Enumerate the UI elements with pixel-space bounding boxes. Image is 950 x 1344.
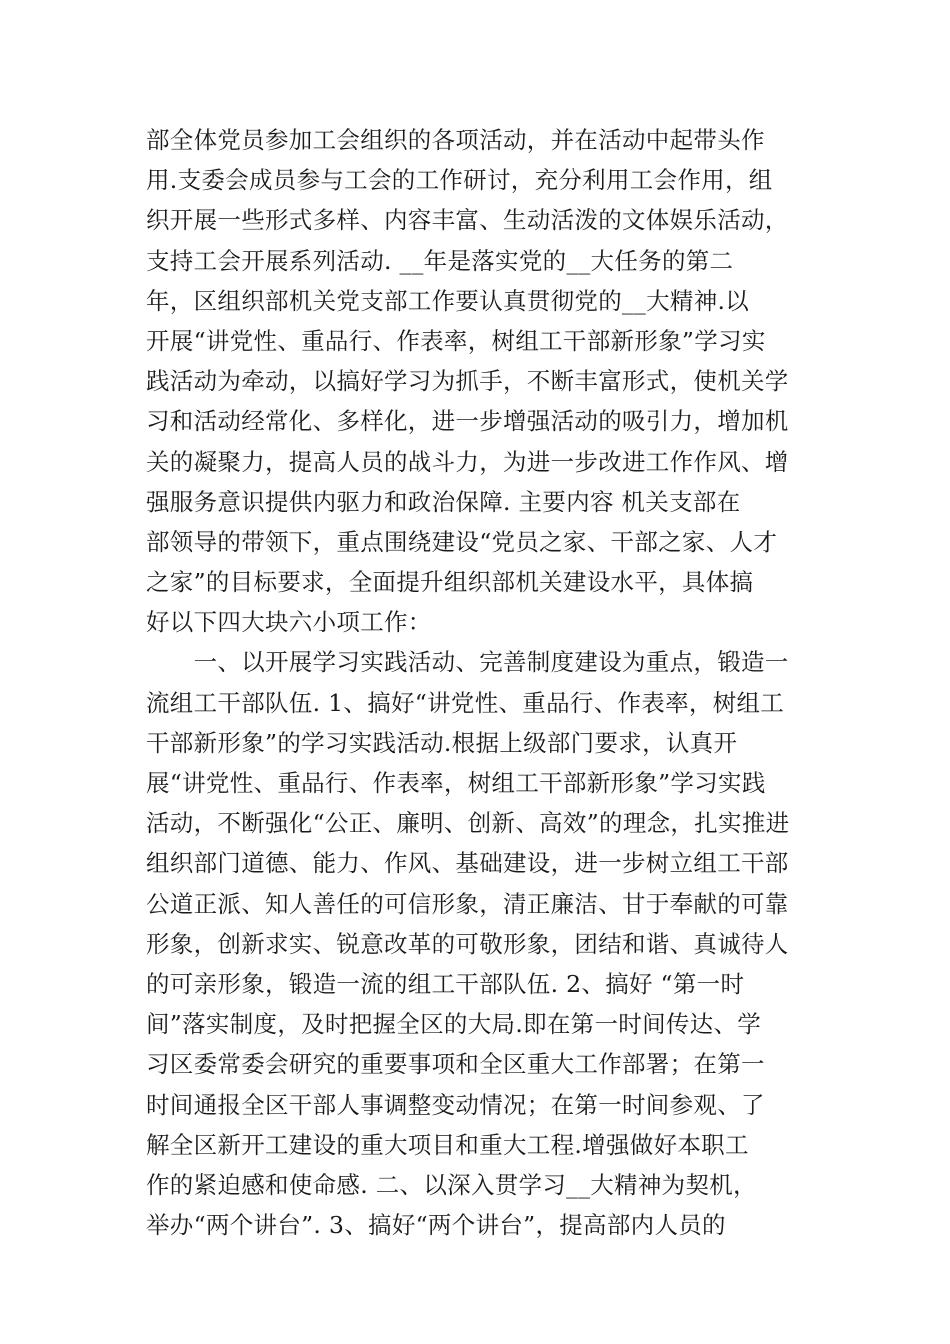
text-line-1: 部全体党员参加工会组织的各项活动，并在活动中起带头作 — [146, 126, 765, 154]
text-line-16: 干部新形象”的学习实践活动.根据上级部门要求，认真开 — [146, 728, 738, 757]
text-line-19: 组织部门道德、能力、作风、基础建设，进一步树立组工干部 — [146, 849, 789, 878]
text-line-7: 践活动为牵动，以搞好学习为抓手，不断丰富形式，使机关学 — [146, 367, 789, 396]
text-line-4: 支持工会开展系列活动. __年是落实党的__大任务的第二 — [146, 246, 734, 275]
text-line-28: 举办“两个讲台”. 3、搞好“两个讲台”，提高部内人员的 — [146, 1211, 726, 1240]
text-line-11: 部领导的带领下，重点围绕建设“党员之家、干部之家、人才 — [146, 527, 778, 556]
text-line-21: 形象，创新求实、锐意改革的可敬形象，团结和谐、真诚待人 — [146, 929, 789, 958]
text-line-26: 解全区新开工建设的重大项目和重大工程.增强做好本职工 — [146, 1130, 749, 1159]
text-line-5: 年，区组织部机关党支部工作要认真贯彻党的__大精神.以 — [146, 286, 750, 315]
text-line-22: 的可亲形象，锻造一流的组工干部队伍. 2、搞好 “第一时 — [146, 969, 745, 998]
text-line-24: 习区委常委会研究的重要事项和全区重大工作部署；在第一 — [146, 1050, 765, 1079]
text-line-2: 用.支委会成员参与工会的工作研讨，充分利用工会作用，组 — [146, 166, 773, 195]
text-line-13: 好以下四大块六小项工作： — [146, 608, 432, 637]
text-line-25: 时间通报全区干部人事调整变动情况；在第一时间参观、了 — [146, 1090, 765, 1119]
text-line-15: 流组工干部队伍. 1、搞好“讲党性、重品行、作表率，树组工 — [146, 688, 785, 717]
text-line-14: 一、以开展学习实践活动、完善制度建设为重点，锻造一 — [146, 648, 789, 677]
body-text — [146, 120, 811, 1245]
text-line-18: 活动，不断强化“公正、廉明、创新、高效”的理念，扎实推进 — [146, 809, 790, 838]
text-line-9: 关的凝聚力，提高人员的战斗力，为进一步改进工作作风、增 — [146, 447, 789, 476]
text-line-27: 作的紧迫感和使命感. 二、以深入贯学习__大精神为契机， — [146, 1170, 757, 1199]
text-line-20: 公道正派、知人善任的可信形象，清正廉洁、甘于奉献的可靠 — [146, 889, 789, 918]
text-line-3: 织开展一些形式多样、内容丰富、生动活泼的文体娱乐活动， — [146, 206, 789, 235]
text-line-10: 强服务意识提供内驱力和政治保障. 主要内容 机关支部在 — [146, 487, 741, 516]
text-line-12: 之家”的目标要求，全面提升组织部机关建设水平，具体搞 — [146, 568, 754, 597]
text-line-17: 展“讲党性、重品行、作表率，树组工干部新形象”学习实践 — [146, 769, 766, 797]
text-line-8: 习和活动经常化、多样化，进一步增强活动的吸引力，增加机 — [146, 407, 789, 436]
text-line-6: 开展“讲党性、重品行、作表率，树组工干部新形象”学习实 — [146, 326, 766, 355]
text-line-23: 间”落实制度，及时把握全区的大局.即在第一时间传达、学 — [146, 1010, 762, 1039]
